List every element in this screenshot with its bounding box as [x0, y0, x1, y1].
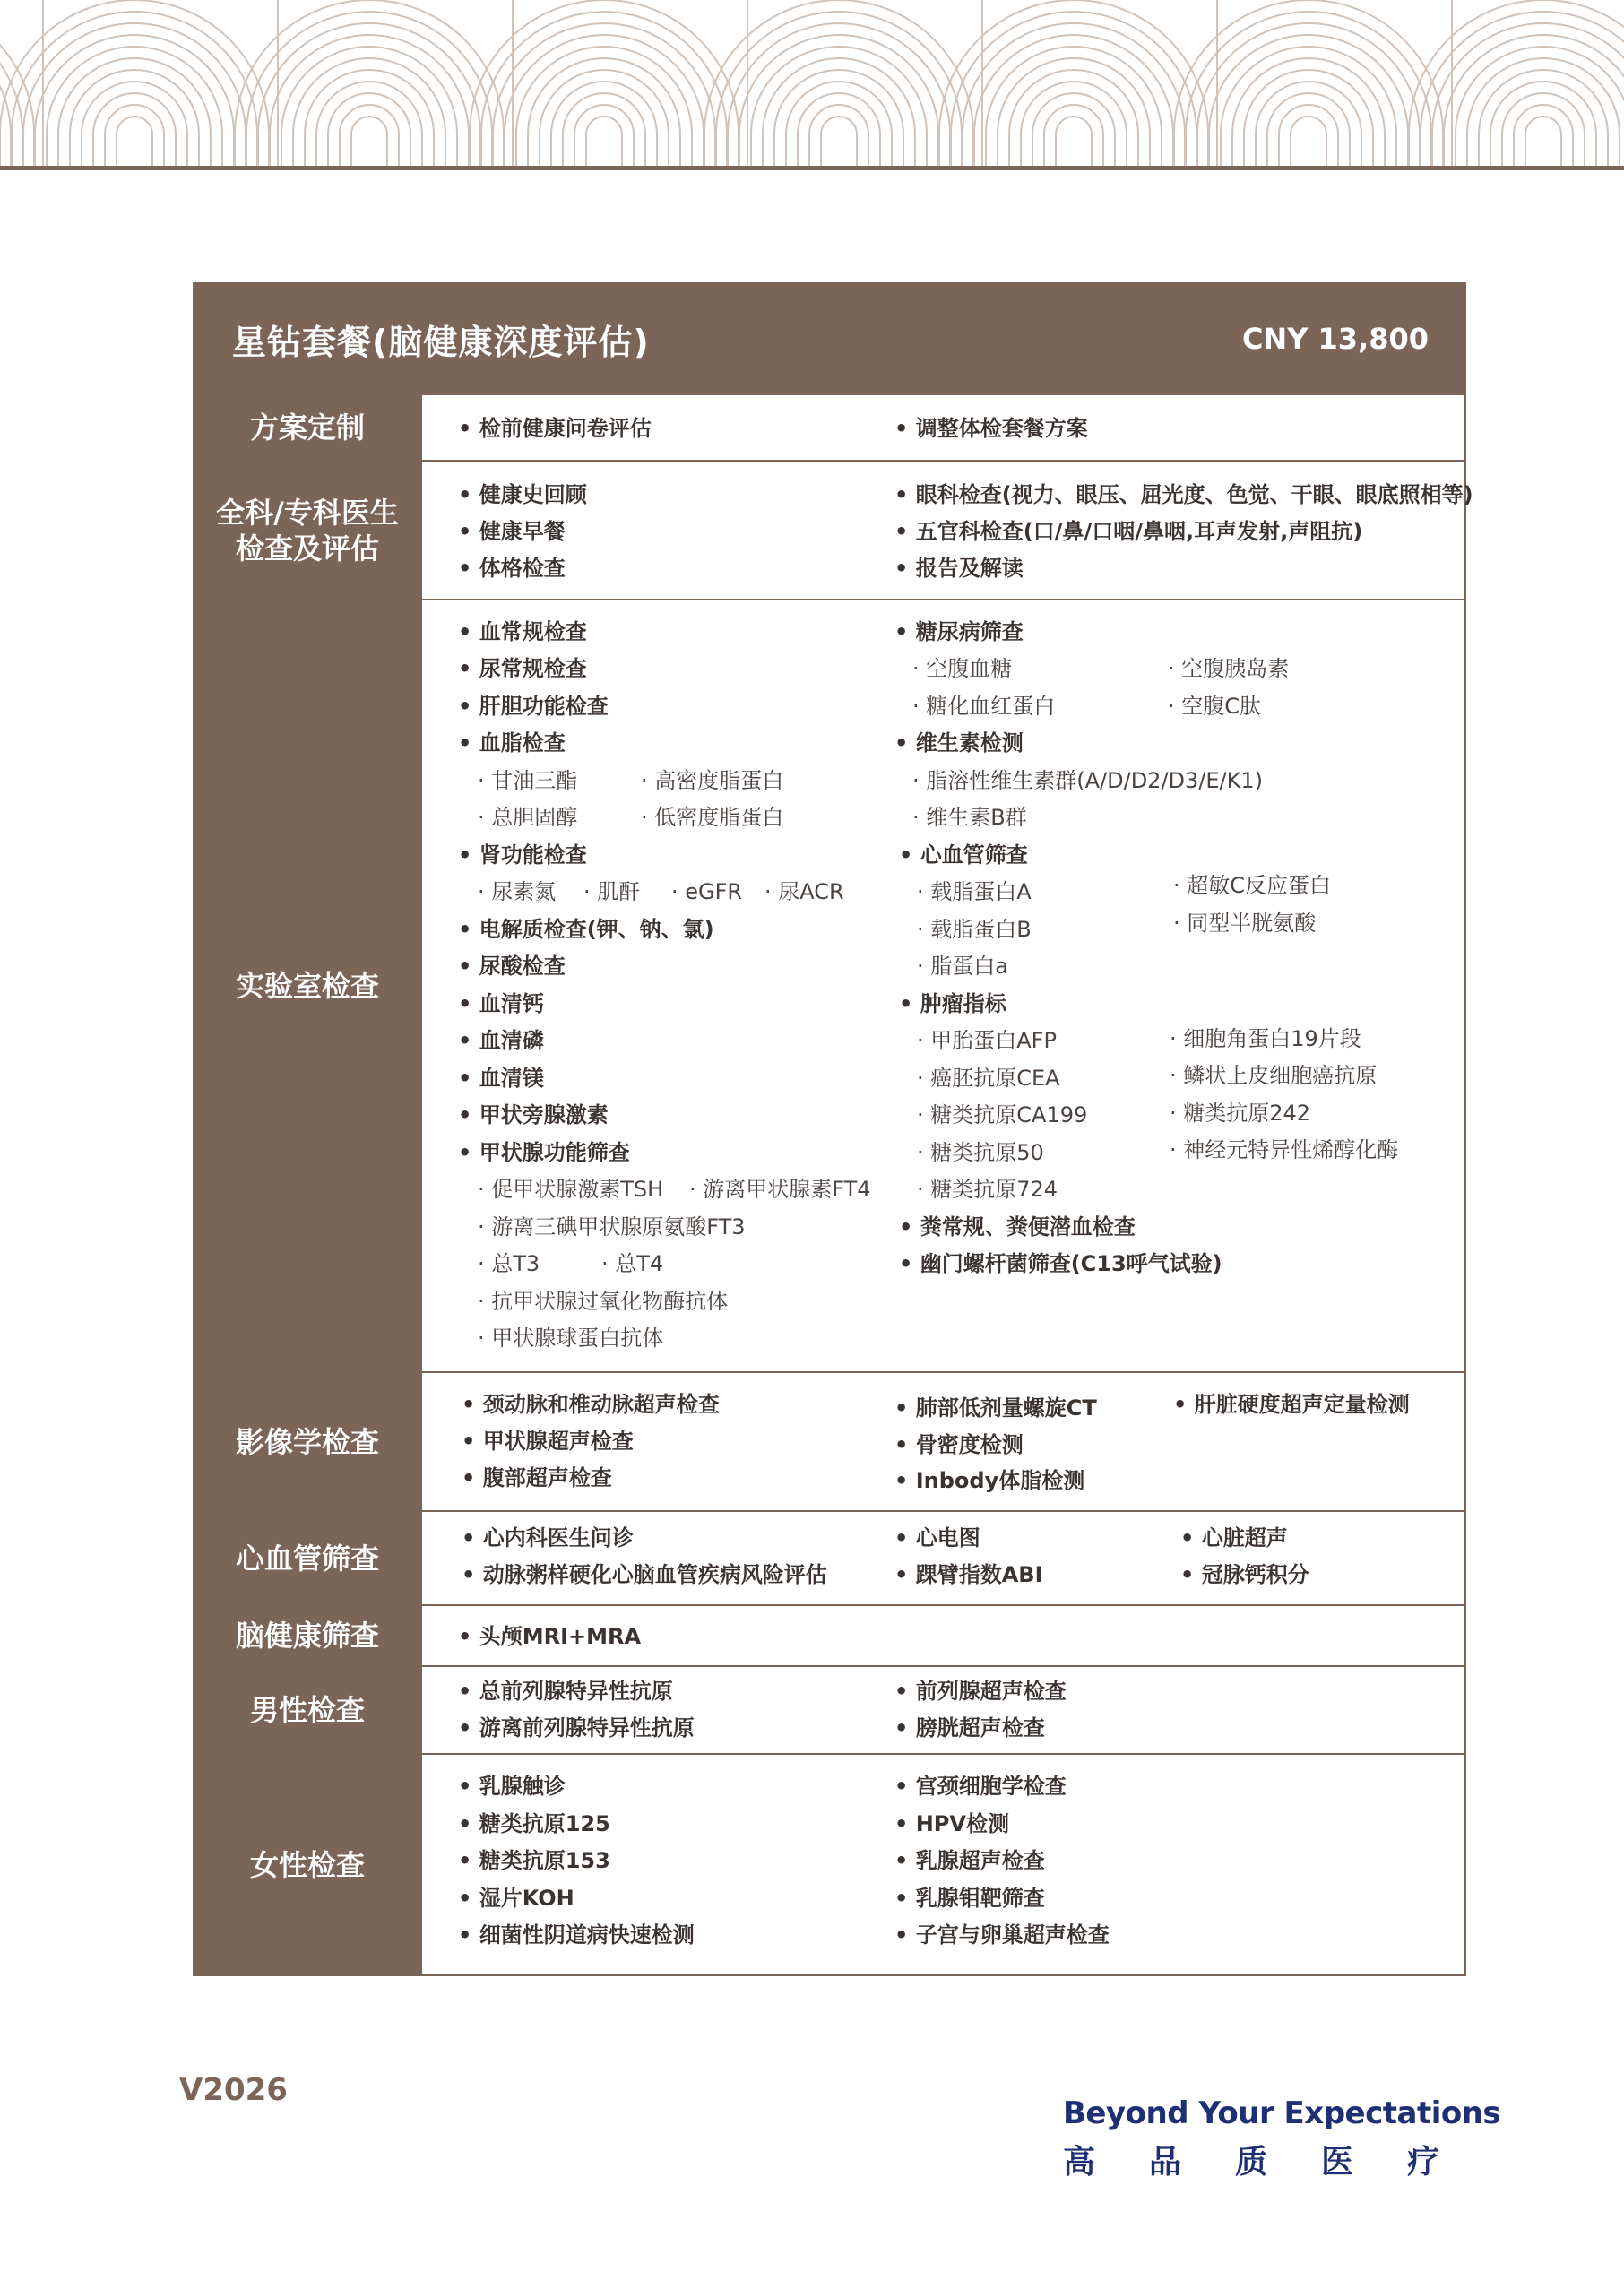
sub-item: · 超敏C反应蛋白: [1173, 872, 1331, 899]
list-item: • 甲状旁腺激素: [458, 1101, 609, 1128]
arch-pattern-header: [0, 0, 1624, 170]
section-content: [420, 1667, 1464, 1753]
sub-item: · 低密度脂蛋白: [641, 804, 783, 831]
list-item: • 报告及解读: [894, 555, 1024, 582]
arch-pattern-graphic: [0, 0, 1624, 170]
sub-item: · 甲胎蛋白AFP: [917, 1027, 1057, 1054]
section-content: [420, 1512, 1464, 1604]
list-item: • 体格检查: [458, 555, 566, 582]
list-item: • 尿常规检查: [458, 655, 587, 682]
section-label: 脑健康筛查: [194, 1606, 420, 1665]
section-label: 心血管筛查: [194, 1512, 420, 1604]
version-label: V2026: [179, 2072, 288, 2108]
list-item: • 冠脉钙积分: [1180, 1561, 1309, 1588]
sub-item: · 糖类抗原724: [917, 1176, 1058, 1203]
list-item: • 调整体检套餐方案: [894, 415, 1088, 442]
section-imaging: [194, 1371, 1464, 1510]
sub-item: · 神经元特异性烯醇化酶: [1170, 1136, 1398, 1163]
list-item: • 血清磷: [458, 1027, 544, 1054]
section-content: [420, 395, 1464, 460]
sub-item: · 同型半胱氨酸: [1173, 910, 1316, 937]
sub-item: · 鳞状上皮细胞癌抗原: [1170, 1062, 1377, 1089]
sub-item: · 抗甲状腺过氧化物酶抗体: [478, 1288, 728, 1315]
section-label-line: 全科/专科医生: [216, 495, 399, 530]
sub-item: · 游离甲状腺素FT4: [689, 1176, 871, 1203]
slogan-chinese: [1063, 2137, 1439, 2182]
sub-item: · 高密度脂蛋白: [641, 767, 783, 794]
list-item: • 乳腺钼靶筛查: [894, 1885, 1045, 1912]
list-item: • 乳腺超声检查: [894, 1847, 1045, 1874]
sub-item: · 促甲状腺激素TSH: [478, 1176, 663, 1203]
list-item: • 游离前列腺特异性抗原: [458, 1715, 695, 1741]
list-item: • 膀胱超声检查: [894, 1715, 1045, 1741]
list-item: • 踝臂指数ABI: [894, 1561, 1043, 1588]
section-cardio: [194, 1510, 1464, 1604]
sub-item: · 糖类抗原CA199: [917, 1101, 1087, 1128]
sub-item: · 癌胚抗原CEA: [917, 1065, 1060, 1092]
section-content: [420, 600, 1464, 1371]
sub-item: · 载脂蛋白B: [917, 916, 1032, 943]
sub-item: · 空腹C肽: [1168, 693, 1261, 720]
list-item: • 血清镁: [458, 1065, 544, 1092]
list-item: • 五官科检查(口/鼻/口咽/鼻咽,耳声发射,声阻抗): [894, 518, 1362, 545]
section-label: 女性检查: [194, 1755, 420, 1974]
section-lab: [194, 599, 1464, 1371]
section-content: [420, 462, 1473, 599]
section-content: [420, 1606, 1464, 1665]
sub-item: · eGFR: [671, 878, 742, 905]
list-item: • 健康史回顾: [458, 481, 587, 508]
list-item: • 心血管筛查: [899, 842, 1028, 868]
sub-item: · 空腹血糖: [912, 655, 1012, 682]
section-female: [194, 1753, 1464, 1974]
sub-item: · 肌酐: [583, 878, 640, 905]
list-item: • 血常规检查: [458, 618, 587, 645]
list-item: • 心电图: [894, 1525, 980, 1551]
section-label: [194, 462, 420, 599]
list-item: • 颈动脉和椎动脉超声检查: [462, 1391, 720, 1418]
sub-item: · 糖类抗原242: [1170, 1100, 1310, 1127]
list-item: • 子宫与卵巢超声检查: [894, 1922, 1110, 1948]
list-item: • 细菌性阴道病快速检测: [458, 1922, 695, 1948]
list-item: • 总前列腺特异性抗原: [458, 1678, 673, 1705]
list-item: • HPV检测: [894, 1810, 1009, 1837]
package-title: 星钻套餐(脑健康深度评估): [232, 322, 650, 362]
sub-item: · 总T4: [601, 1250, 663, 1277]
list-item: • 肝脏硬度超声定量检测: [1173, 1391, 1410, 1418]
list-item: • 糖类抗原125: [458, 1810, 610, 1837]
sub-item: · 总胆固醇: [478, 804, 577, 831]
sub-item: · 尿素氮: [478, 878, 556, 905]
sub-item: · 总T3: [478, 1250, 540, 1277]
list-item: • 湿片KOH: [458, 1885, 574, 1912]
sub-item: · 甘油三酯: [478, 767, 577, 794]
list-item: • 肿瘤指标: [899, 990, 1006, 1017]
list-item: • 肺部低剂量螺旋CT: [894, 1395, 1097, 1421]
list-item: • 心内科医生问诊: [462, 1525, 634, 1551]
list-item: • 宫颈细胞学检查: [894, 1773, 1067, 1800]
list-item: • 血脂检查: [458, 730, 566, 756]
section-label: 实验室检查: [194, 600, 420, 1371]
slogan-char: 质: [1234, 2144, 1267, 2181]
package-table: [193, 282, 1473, 1976]
slogan-char: 医: [1320, 2144, 1353, 2181]
section-content: [420, 1755, 1464, 1974]
list-item: • 健康早餐: [458, 518, 566, 545]
section-brain: [194, 1604, 1464, 1665]
list-item: • 血清钙: [458, 990, 544, 1017]
list-item: • 肝胆功能检查: [458, 693, 609, 720]
section-gp: [194, 460, 1473, 599]
list-item: • 骨密度检测: [894, 1431, 1024, 1458]
list-item: • 头颅MRI+MRA: [458, 1623, 641, 1650]
list-item: • 腹部超声检查: [462, 1464, 612, 1491]
list-item: • 动脉粥样硬化心脑血管疾病风险评估: [462, 1561, 827, 1588]
slogan-char: 品: [1148, 2144, 1181, 2181]
section-content: [420, 1373, 1464, 1510]
sub-item: · 细胞角蛋白19片段: [1170, 1025, 1361, 1052]
section-plan: [194, 393, 1464, 460]
list-item: • 维生素检测: [894, 730, 1024, 756]
list-item: • 肾功能检查: [458, 842, 587, 868]
list-item: • 粪常规、粪便潜血检查: [899, 1214, 1136, 1240]
sub-item: · 尿ACR: [764, 878, 844, 905]
brand-slogan: [1063, 2095, 1501, 2182]
sub-item: · 载脂蛋白A: [917, 878, 1032, 905]
slogan-char: 高: [1063, 2144, 1096, 2181]
list-item: • Inbody体脂检测: [894, 1467, 1084, 1494]
list-item: • 心脏超声: [1180, 1525, 1288, 1551]
list-item: • 检前健康问卷评估: [458, 415, 652, 442]
package-title-bar: [194, 284, 1464, 393]
sub-item: · 甲状腺球蛋白抗体: [478, 1325, 663, 1352]
list-item: • 糖类抗原153: [458, 1847, 610, 1874]
package-price: CNY 13,800: [1241, 322, 1429, 356]
list-item: • 眼科检查(视力、眼压、屈光度、色觉、干眼、眼底照相等): [894, 481, 1473, 508]
sub-item: · 脂溶性维生素群(A/D/D2/D3/E/K1): [912, 767, 1263, 794]
slogan-english: Beyond Your Expectations: [1063, 2095, 1501, 2131]
section-label: 影像学检查: [194, 1373, 420, 1510]
list-item: • 甲状腺超声检查: [462, 1428, 634, 1455]
section-male: [194, 1665, 1464, 1753]
sub-item: · 空腹胰岛素: [1168, 655, 1289, 682]
section-label: 男性检查: [194, 1667, 420, 1753]
list-item: • 电解质检查(钾、钠、氯): [458, 916, 714, 943]
slogan-char: 疗: [1406, 2144, 1439, 2181]
sub-item: · 糖类抗原50: [917, 1139, 1044, 1166]
sub-item: · 游离三碘甲状腺原氨酸FT3: [478, 1214, 746, 1240]
sub-item: · 维生素B群: [912, 804, 1027, 831]
section-label: 方案定制: [194, 395, 420, 460]
sub-item: · 糖化血红蛋白: [912, 693, 1055, 720]
list-item: • 甲状腺功能筛查: [458, 1139, 630, 1166]
list-item: • 幽门螺杆菌筛查(C13呼气试验): [899, 1250, 1222, 1277]
list-item: • 糖尿病筛查: [894, 618, 1024, 645]
list-item: • 乳腺触诊: [458, 1773, 566, 1800]
list-item: • 尿酸检查: [458, 953, 566, 980]
section-label-line: 检查及评估: [235, 531, 379, 566]
sub-item: · 脂蛋白a: [917, 953, 1008, 980]
list-item: • 前列腺超声检查: [894, 1678, 1067, 1705]
